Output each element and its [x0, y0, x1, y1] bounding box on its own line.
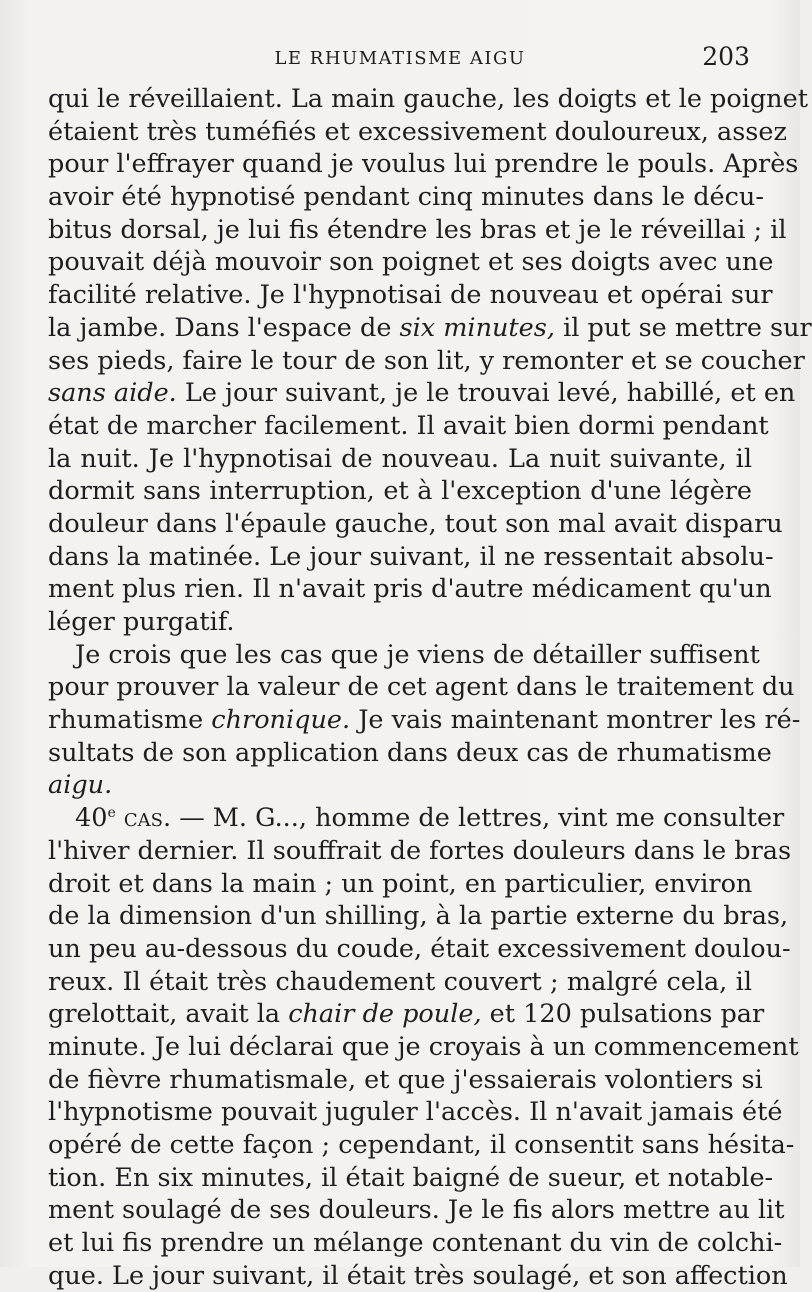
text-line: l'hiver dernier. Il souffrait de fortes douleurs dans le bras — [48, 835, 792, 866]
text-line: avoir été hypnotisé pendant cinq minutes dans le décu- — [48, 182, 764, 213]
italic-phrase: sans aide. — [48, 378, 177, 409]
text-line — [48, 769, 752, 802]
text-run: — M. G..., homme de lettres, vint me consulter — [179, 803, 785, 834]
text-line: que. Le jour suivant, il était très soulagé, et son affection — [48, 1260, 788, 1291]
text-line: et lui fis prendre un mélange contenant du vin de colchi- — [48, 1228, 783, 1259]
text-line: qui le réveillaient. La main gauche, les doigts et le poignet — [48, 84, 808, 114]
text-run: Le jour suivant, je le trouvai levé, habillé, et en — [184, 378, 796, 409]
text-run: et 120 pulsations par — [489, 999, 765, 1030]
text-line: pour l'effrayer quand je voulus lui prendre le pouls. Après — [48, 149, 799, 180]
text-line: ses pieds, faire le tour de son lit, y remonter et se coucher — [48, 345, 805, 376]
italic-phrase: chair de poule, — [288, 999, 482, 1030]
text-line — [48, 802, 785, 835]
case-number: 40 — [75, 803, 108, 834]
text-run: il put se mettre sur — [563, 312, 812, 343]
text-line: léger purgatif. — [48, 607, 235, 637]
text-line: étaient très tuméfiés et excessivement douloureux, assez — [48, 116, 787, 147]
text-line: facilité relative. Je l'hypnotisai de nouveau et opérai sur — [48, 280, 773, 311]
running-head — [48, 42, 752, 74]
text-line: un peu au-dessous du coude, était excessivement doulou- — [48, 933, 791, 964]
text-line: ment plus rien. Il n'avait pris d'autre médicament qu'un — [48, 574, 772, 605]
text-line: dormit sans interruption, et à l'exception d'une légère — [48, 476, 752, 507]
text-line: sultats de son application dans deux cas de rhumatisme — [48, 737, 772, 768]
text-run: la jambe. Dans l'espace de — [48, 312, 392, 343]
text-run: rhumatisme — [48, 705, 204, 736]
text-line — [48, 704, 801, 737]
italic-phrase: aigu. — [48, 770, 113, 801]
text-line: pour prouver la valeur de cet agent dans le traitement du — [48, 672, 795, 703]
text-line — [48, 377, 796, 410]
text-line: la nuit. Je l'hypnotisai de nouveau. La nuit suivante, il — [48, 443, 752, 474]
running-title: LE RHUMATISME AIGU — [274, 48, 526, 69]
body-text — [48, 83, 812, 1292]
case-number-superscript: e — [107, 805, 116, 822]
text-line — [48, 312, 812, 345]
text-line: droit et dans la main ; un point, en particulier, environ — [48, 868, 753, 899]
text-line: opéré de cette façon ; cependant, il consentit sans hésita- — [48, 1130, 795, 1160]
text-line: tion. En six minutes, il était baigné de sueur, et notable- — [48, 1162, 774, 1193]
text-line — [48, 998, 765, 1031]
text-run: grelottait, avait la — [48, 999, 281, 1030]
italic-phrase: six minutes, — [399, 312, 555, 343]
text-line: douleur dans l'épaule gauche, tout son mal avait disparu — [48, 508, 783, 539]
text-line: bitus dorsal, je lui fis étendre les bras et je le réveillai ; il — [48, 214, 787, 245]
text-line: état de marcher facilement. Il avait bien dormi pendant — [48, 410, 769, 441]
text-line: ment soulagé de ses douleurs. Je le fis alors mettre au lit — [48, 1195, 785, 1226]
text-line: Je crois que les cas que je viens de détailler suffisent — [75, 639, 760, 670]
text-line: de fièvre rhumatismale, et que j'essaierais volontiers si — [48, 1064, 763, 1095]
text-run: Je vais maintenant montrer les ré- — [358, 705, 801, 736]
text-line: minute. Je lui déclarai que je croyais à un commencement — [48, 1031, 799, 1062]
page-number: 203 — [702, 42, 750, 71]
text-line: dans la matinée. Le jour suivant, il ne ressentait absolu- — [48, 541, 774, 572]
italic-phrase: chronique. — [211, 705, 351, 736]
text-line: l'hypnotisme pouvait juguler l'accès. Il n'avait jamais été — [48, 1097, 783, 1128]
text-line: de la dimension d'un shilling, à la partie externe du bras, — [48, 901, 789, 932]
case-label: cas. — [123, 803, 172, 834]
text-line: reux. Il était très chaudement couvert ; malgré cela, il — [48, 966, 752, 997]
text-line: pouvait déjà mouvoir son poignet et ses doigts avec une — [48, 247, 774, 278]
